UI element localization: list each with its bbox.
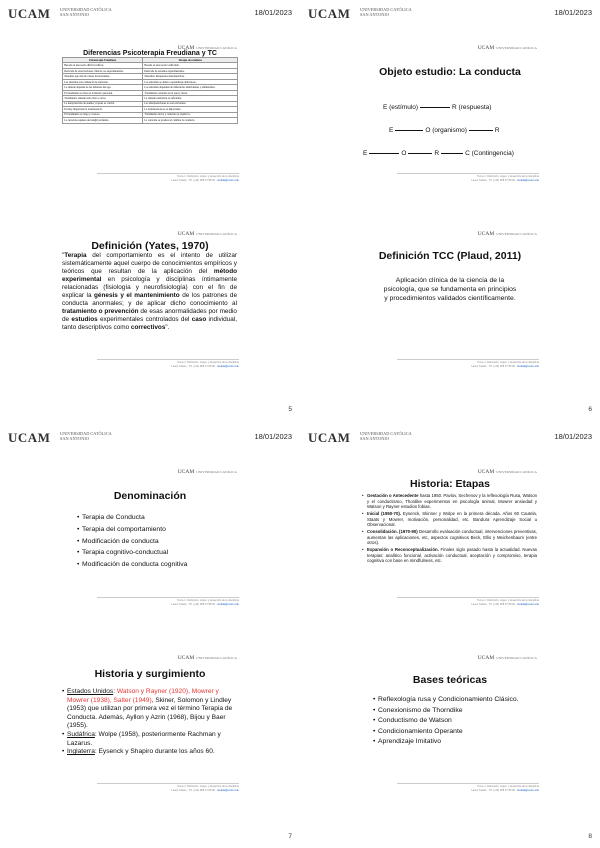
ucam-logo: UCAM [8, 430, 51, 445]
table-row [63, 118, 238, 123]
list-item: • Conexionismo de Thorndike [373, 706, 527, 716]
page-8 [300, 424, 600, 848]
list-item: • Expansión o Reconceptualización. Finales siglo pasado hasta la actualidad. Nuevas terapias: analítico funcional, activación conductual, aceptación y compromiso, terapia cognitiva con base en mindfulness, etc. [362, 547, 537, 564]
table-cell: Tratamiento breve y centrado en objetivos. [143, 112, 238, 117]
surgimiento-list [62, 688, 237, 757]
slide-logo: UCAM UNIVERSIDAD CATÓLICA [477, 45, 537, 51]
slide-diferencias [55, 42, 245, 185]
diagram-row-eor: E O (organismo) R [389, 127, 500, 134]
page-7 [0, 424, 300, 848]
table-cell: La curación requiere un insight profundo. [63, 118, 143, 123]
slide-footer: Tema 1. Definición, origen y desarrollo de la disciplina Laura Tudela · Tlf: (+34) 968 27 88 00 · ltudela@ucam.edu [97, 783, 239, 792]
table-cell: Es muy importante la transferencia. [63, 107, 143, 112]
table-cell: La síntesis depende de las defensas del ego. [63, 85, 143, 90]
slide-footer: Tema 1. Definición, origen y desarrollo de la disciplina Laura Tudela · Tlf: (+34) 968 27 88 00 · ltudela@ucam.edu [97, 359, 239, 368]
page-header [308, 6, 592, 20]
list-item: • Reflexología rusa y Condicionamiento Clásico. [373, 696, 527, 705]
denominacion-list [77, 512, 187, 571]
page-number: 8 [588, 833, 592, 840]
etapas-list [362, 493, 537, 564]
table-cell: Síntomas que dan de causas inconscientes. [63, 74, 143, 79]
ucam-logo: UCAM [8, 6, 51, 21]
diagram-row-eorc: E O R C (Contingencia) [363, 150, 514, 157]
slide-footer: Tema 1. Definición, origen y desarrollo de la disciplina Laura Tudela · Tlf: (+34) 968 27 88 00 · ltudela@ucam.edu [97, 597, 239, 606]
arrow-line [369, 153, 399, 154]
table-cell: Las interpretaciones no son relevantes. [143, 101, 238, 106]
slide-title: Denominación [113, 490, 187, 502]
arrow-line [420, 107, 450, 108]
page-header [8, 430, 292, 444]
print-date: 18/01/2023 [254, 432, 292, 441]
slide-objeto [355, 42, 545, 185]
print-date: 18/01/2023 [554, 8, 592, 17]
list-item: • Conductismo de Watson [373, 716, 527, 726]
slide-etapas [355, 466, 545, 609]
page-header [8, 6, 292, 20]
table-cell: Derivada de estudios experimentales. [143, 68, 238, 73]
slide-footer: Tema 1. Definición, origen y desarrollo de la disciplina Laura Tudela · Tlf: (+34) 968 27 88 00 · ltudela@ucam.edu [97, 173, 239, 182]
table-cell: Tratamiento centrado en el aquí y ahora. [143, 90, 238, 95]
slide-title: Historia: Etapas [410, 478, 490, 490]
slide-title: Historia y surgimiento [94, 668, 206, 680]
list-item: • Gestación o Antecedente hasta 1950. Pavlov, Sechenov y la reflexología Rusa, Watson y el conductismo, Thordike experimentos en psicología animal, Mowrer ansiedad y Watson y Rayner estudios fobias. [362, 493, 537, 510]
university-name: UNIVERSIDAD CATÓLICA SAN ANTONIO [60, 7, 112, 17]
page-6 [300, 0, 600, 424]
list-item: • Sudáfrica: Wolpe (1958), posteriormente Rachman y Lazarus. [62, 731, 237, 748]
print-date: 18/01/2023 [254, 8, 292, 17]
arrow-line [395, 130, 423, 131]
list-item: • Terapia cognitivo-conductual [77, 547, 187, 559]
list-item: • Consolidación. (1970-90) Desarrollo evaluación conductual, intervenciones preventivas, aumentan las aplicaciones, etc, aspectos cognitivos Beck, Ellis y Meichenbaum (entre otros). [362, 529, 537, 546]
slide-yates [55, 228, 245, 371]
slide-footer: Tema 1. Definición, origen y desarrollo de la disciplina Laura Tudela · Tlf: (+34) 968 27 88 00 · ltudela@ucam.edu [397, 359, 539, 368]
arrow-line [469, 130, 493, 131]
page-number: 7 [288, 833, 292, 840]
arrow-line [408, 153, 432, 154]
arrow-line [441, 153, 463, 154]
list-item: • Modificación de conducta [77, 536, 187, 548]
slide-bases [355, 652, 545, 795]
list-item: • Inglaterra: Eysenck y Shapiro durante los años 60. [62, 748, 237, 757]
list-item: • Terapia del comportamiento [77, 524, 187, 536]
slide-footer: Tema 1. Definición, origen y desarrollo de la disciplina Laura Tudela · Tlf: (+34) 968 27 88 00 · ltudela@ucam.edu [397, 173, 539, 182]
page-5 [0, 0, 300, 424]
slide-logo: UCAM UNIVERSIDAD CATÓLICA [177, 231, 237, 237]
slide-logo: UCAM UNIVERSIDAD CATÓLICA [177, 469, 237, 475]
table-header-cell: Terapia de conducta [143, 58, 238, 63]
definition-text: "Terapia del comportamiento es el intento de utilizar sistemáticamente aquel cuerpo de conocimientos empíricos y teóricos que resultan de la aplicación del método experimental en psicología y disciplinas íntimamente relacionadas (fisiología y neurofisiología) con el fin de explicar la génesis y el mantenimiento de los patrones de conducta anormales; y de aplicar dicho conocimiento al tratamiento o prevención de esas anormalidades por medio de estudios experimentales controlados del caso individual, tanto descriptivos como correctivos". [62, 252, 238, 331]
table-cell: Los síntomas se deben a aprendizaje defectuoso. [143, 79, 238, 84]
diagram-row-er: E (estímulo) R (respuesta) [383, 104, 492, 111]
slide-title: Objeto estudio: La conducta [379, 66, 521, 78]
slide-logo: UCAM UNIVERSIDAD CATÓLICA [177, 655, 237, 661]
table-cell: Basada en una teoría difícil verificar. [63, 63, 143, 68]
ucam-logo: UCAM [308, 6, 351, 21]
table-cell: Derivada de observaciones clínicas, no experimentales. [63, 68, 143, 73]
university-name: UNIVERSIDAD CATÓLICA SAN ANTONIO [360, 431, 412, 441]
table-cell: Tratamiento síntoma sólo lleva a otros. [63, 96, 143, 101]
slide-logo: UCAM UNIVERSIDAD CATÓLICA [477, 231, 537, 237]
university-name: UNIVERSIDAD CATÓLICA SAN ANTONIO [360, 7, 412, 17]
slide-title: Diferencias Psicoterapia Freudiana y TC [83, 50, 217, 57]
table-cell: La interpretación de sueños y lapsus es crucial. [63, 101, 143, 106]
print-date: 18/01/2023 [554, 432, 592, 441]
table-cell: La transferencia no es importante. [143, 107, 238, 112]
table-header-cell: Psicoterapia Freudiana [63, 58, 143, 63]
university-name: UNIVERSIDAD CATÓLICA SAN ANTONIO [60, 431, 112, 441]
slide-surgimiento [55, 652, 245, 795]
list-item: • Inicial (1950-70). Eysenck, Skinner y Wolpe en la primera década. Años 60 Cautela, Staats y Mowrer, motivación, personalidad, etc. Bandura Aprendizaje Social u Observacional. [362, 511, 537, 528]
list-item: • Aprendizaje Imitativo [373, 737, 527, 747]
table-cell: Basada en una teoría verificable. [143, 63, 238, 68]
page-number: 5 [288, 406, 292, 413]
table-cell: La curación se produce al cambiar la conducta. [143, 118, 238, 123]
slide-title: Definición TCC (Plaud, 2011) [378, 250, 522, 262]
slide-footer: Tema 1. Definición, origen y desarrollo de la disciplina Laura Tudela · Tlf: (+34) 968 27 88 00 · ltudela@ucam.edu [397, 783, 539, 792]
list-item: • Terapia de Conducta [77, 512, 187, 524]
ucam-logo: UCAM [308, 430, 351, 445]
page-number: 6 [588, 406, 592, 413]
table-cell: El tratamiento es largo y costoso. [63, 112, 143, 117]
bases-list [373, 696, 527, 747]
table-cell: Los síntomas son evidencia de represión. [63, 79, 143, 84]
table-cell: El tratamiento se basa en la historia personal. [63, 90, 143, 95]
slide-footer: Tema 1. Definición, origen y desarrollo de la disciplina Laura Tudela · Tlf: (+34) 968 27 88 00 · ltudela@ucam.edu [397, 597, 539, 606]
slide-title: Bases teóricas [412, 674, 488, 686]
slide-denominacion [55, 466, 245, 609]
list-item: • Condicionamiento Operante [373, 727, 527, 737]
slide-logo: UCAM UNIVERSIDAD CATÓLICA [477, 655, 537, 661]
table-cell: Síntomas: Respuestas desadaptativas. [143, 74, 238, 79]
page-header [308, 430, 592, 444]
list-item: • Modificación de conducta cognitiva [77, 559, 187, 571]
comparison-table [62, 57, 238, 124]
table-cell: La síntoma extinción es suficiente. [143, 96, 238, 101]
definition-text: Aplicación clínica de la ciencia de la psicología, que se fundamenta en principios y procedimientos validados científicamente. [383, 277, 517, 302]
slide-title: Definición (Yates, 1970) [91, 240, 209, 252]
slide-logo: UCAM UNIVERSIDAD CATÓLICA [177, 45, 237, 51]
table-cell: Los síntomas dependen de diferencias individuales y ambientales. [143, 85, 238, 90]
list-item: • Estados Unidos: Watson y Rayner (1920), Mowrer y Mowrer (1938), Salter (1949), Skiner, Solomon y Lindley (1953) que utilizan por primera vez el término Terapia de Conducta. Además, Ayllon y Azrin (1968), Bijou y Baer (1955). [62, 688, 237, 731]
slide-plaud [355, 228, 545, 371]
slide-logo: UCAM UNIVERSIDAD CATÓLICA [477, 469, 537, 475]
